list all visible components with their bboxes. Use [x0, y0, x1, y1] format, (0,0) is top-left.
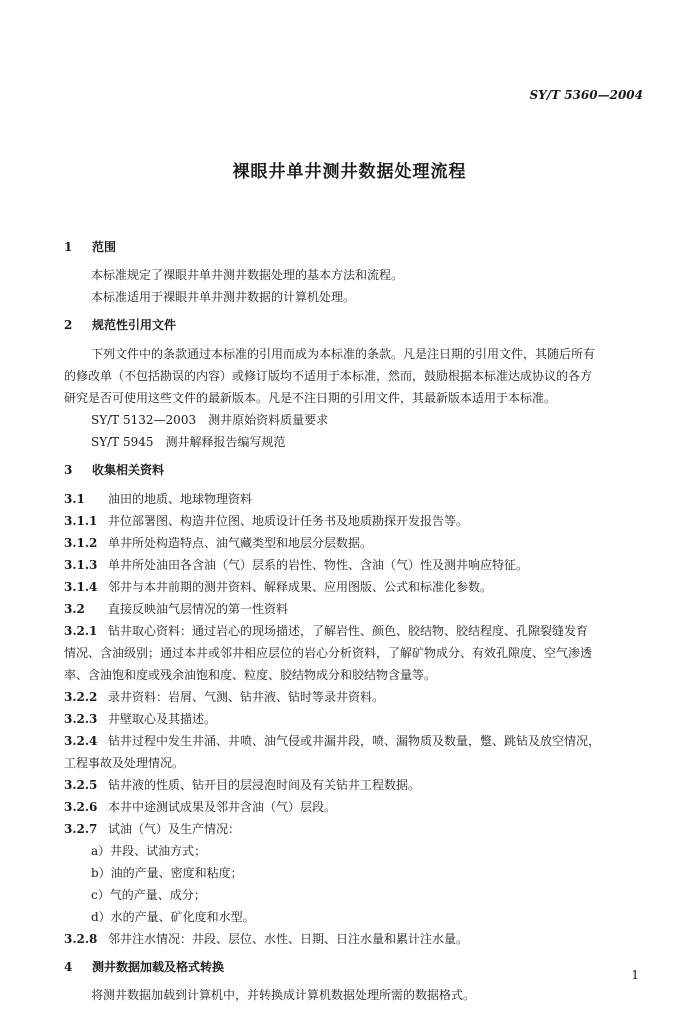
- paragraph-line: [91, 986, 475, 1003]
- line-text: 直接反映油气层情况的第一性资料: [108, 602, 289, 616]
- clause-number: 3.1.3: [64, 558, 98, 572]
- paragraph-line: [64, 710, 216, 727]
- line-text: 规范性引用文件: [92, 318, 177, 332]
- section-heading: [64, 316, 176, 333]
- line-text: a）井段、试油方式；: [91, 844, 207, 858]
- paragraph-line: [64, 798, 336, 815]
- line-text: 试油（气）及生产情况：: [108, 822, 241, 836]
- paragraph-line: [64, 776, 420, 793]
- line-text: c）气的产量、成分；: [91, 888, 206, 902]
- paragraph-line: [91, 886, 206, 903]
- line-text: 范围: [92, 240, 117, 254]
- clause-number: 3.2.8: [64, 932, 98, 946]
- page-number: 1: [631, 968, 639, 982]
- section-heading: [64, 238, 116, 255]
- line-text: 情况、含油级别；通过本井或邻井相应层位的岩心分析资料，了解矿物成分、有效孔隙度、空气渗透: [64, 646, 593, 660]
- clause-number: 3.2: [64, 602, 85, 616]
- paragraph-line: [64, 490, 252, 507]
- document-title: 裸眼井单井测井数据处理流程: [232, 162, 467, 182]
- paragraph-line: [91, 908, 255, 925]
- clause-number: 1: [64, 240, 73, 254]
- line-text: 井位部署图、构造井位图、地质设计任务书及地质勘探开发报告等。: [108, 514, 469, 528]
- clause-number: 3: [64, 463, 73, 477]
- line-text: 单井所处构造特点、油气藏类型和地层分层数据。: [108, 536, 373, 550]
- paragraph-line: [91, 345, 595, 362]
- clause-number: 2: [64, 318, 73, 332]
- standard-number: SY/T 5360—2004: [529, 88, 643, 102]
- clause-number: 3.2.1: [64, 624, 98, 638]
- clause-number: 3.2.2: [64, 690, 98, 704]
- line-text: 录井资料：岩屑、气测、钻井液、钻时等录井资料。: [108, 690, 385, 704]
- line-text: 钻井液的性质、钻开目的层浸泡时间及有关钻井工程数据。: [108, 778, 421, 792]
- paragraph-line: [64, 666, 436, 683]
- line-text: 邻井注水情况：井段、层位、水性、日期、日注水量和累计注水量。: [108, 932, 469, 946]
- paragraph-line: [64, 534, 372, 551]
- line-text: 将测井数据加载到计算机中，并转换成计算机数据处理所需的数据格式。: [91, 988, 476, 1002]
- paragraph-line: [91, 433, 286, 450]
- clause-number: 3.1: [64, 492, 85, 506]
- line-text: b）油的产量、密度和粘度；: [91, 866, 243, 880]
- line-text: 钻井过程中发生井涌、井喷、油气侵或井漏井段，喷、漏物质及数量，蹩、跳钻及放空情况，: [108, 734, 601, 748]
- paragraph-line: [64, 754, 184, 771]
- line-text: 本标准适用于裸眼井单井测井数据的计算机处理。: [91, 290, 356, 304]
- paragraph-line: [64, 389, 556, 406]
- paragraph-line: [64, 930, 468, 947]
- paragraph-line: [64, 556, 528, 573]
- clause-number: 3.2.6: [64, 800, 98, 814]
- clause-number: 3.2.7: [64, 822, 98, 836]
- line-text: 单井所处油田各含油（气）层系的岩性、物性、含油（气）性及测井响应特征。: [108, 558, 529, 572]
- line-text: SY/T 5132—2003 测井原始资料质量要求: [91, 413, 329, 427]
- paragraph-line: [91, 266, 403, 283]
- clause-number: 3.2.5: [64, 778, 98, 792]
- paragraph-line: [64, 600, 288, 617]
- clause-number: 3.2.4: [64, 734, 98, 748]
- paragraph-line: [64, 820, 240, 837]
- paragraph-line: [64, 512, 468, 529]
- section-heading: [64, 461, 164, 478]
- paragraph-line: [91, 842, 206, 859]
- paragraph-line: [64, 578, 492, 595]
- paragraph-line: [64, 622, 588, 639]
- paragraph-line: [64, 732, 600, 749]
- line-text: 油田的地质、地球物理资料: [108, 492, 253, 506]
- clause-number: 3.1.1: [64, 514, 98, 528]
- line-text: 本井中途测试成果及邻井含油（气）层段。: [108, 800, 337, 814]
- line-text: 的修改单（不包括勘误的内容）或修订版均不适用于本标准，然而，鼓励根据本标准达成协议的各方: [64, 369, 593, 383]
- line-text: 井壁取心及其描述。: [108, 712, 217, 726]
- paragraph-line: [91, 411, 328, 428]
- paragraph-line: [64, 367, 592, 384]
- line-text: 率、含油饱和度或残余油饱和度、粒度、胶结物成分和胶结物含量等。: [64, 668, 437, 682]
- clause-number: 3.1.4: [64, 580, 98, 594]
- section-heading: [64, 958, 224, 975]
- line-text: 下列文件中的条款通过本标准的引用而成为本标准的条款。凡是注日期的引用文件，其随后所有: [91, 347, 596, 361]
- paragraph-line: [64, 644, 592, 661]
- line-text: 钻井取心资料：通过岩心的现场描述，了解岩性、颜色、胶结物、胶结程度、孔隙裂缝发育: [108, 624, 589, 638]
- line-text: 测井数据加载及格式转换: [92, 960, 225, 974]
- line-text: d）水的产量、矿化度和水型。: [91, 910, 255, 924]
- clause-number: 3.1.2: [64, 536, 98, 550]
- line-text: 邻井与本井前期的测井资料、解释成果、应用图版、公式和标准化参数。: [108, 580, 493, 594]
- line-text: 研究是否可使用这些文件的最新版本。凡是不注日期的引用文件，其最新版本适用于本标准。: [64, 391, 557, 405]
- line-text: SY/T 5945 测井解释报告编写规范: [91, 435, 286, 449]
- line-text: 收集相关资料: [92, 463, 165, 477]
- clause-number: 4: [64, 960, 73, 974]
- paragraph-line: [64, 688, 384, 705]
- paragraph-line: [91, 288, 355, 305]
- paragraph-line: [91, 864, 243, 881]
- clause-number: 3.2.3: [64, 712, 98, 726]
- line-text: 工程事故及处理情况。: [64, 756, 185, 770]
- line-text: 本标准规定了裸眼井单井测井数据处理的基本方法和流程。: [91, 268, 404, 282]
